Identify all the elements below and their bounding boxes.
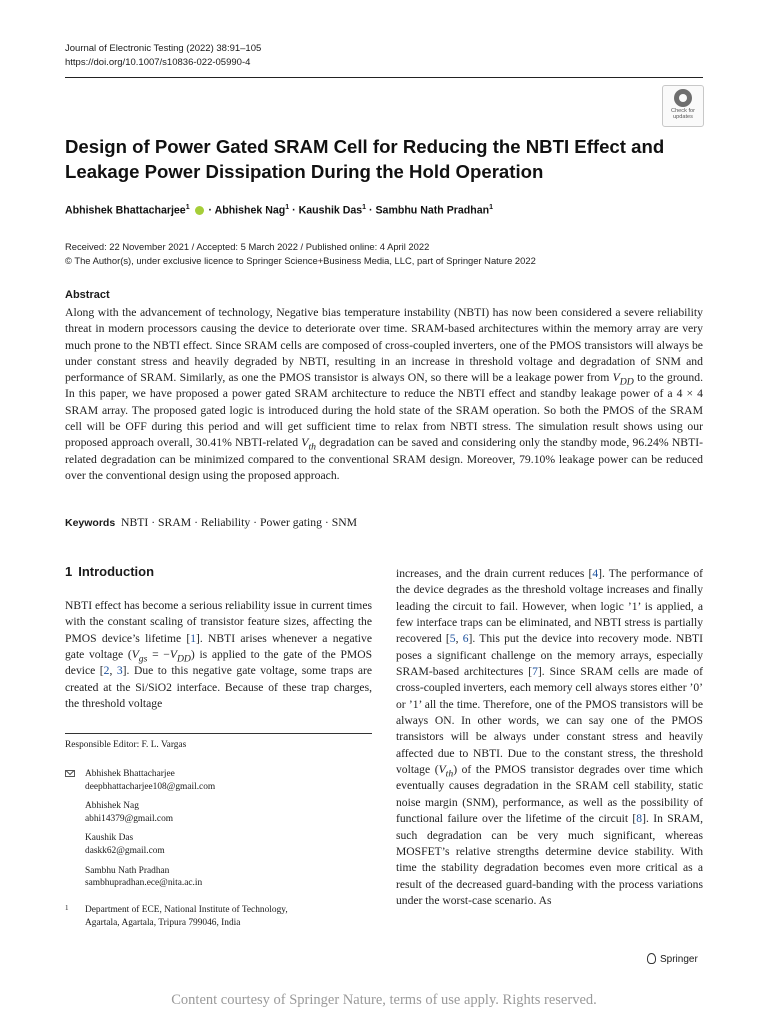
affiliation-line: Department of ECE, National Institute of Technology, xyxy=(85,905,288,915)
body-text: ) is applied to the gate of the PMOS device [ xyxy=(65,648,373,678)
affiliation-number: 1 xyxy=(65,904,69,912)
journal-citation: Journal of Electronic Testing (2022) 38:91–105 xyxy=(65,43,262,54)
body-text: , xyxy=(455,632,463,646)
math-subscript: gs xyxy=(138,653,148,665)
math-var: V xyxy=(169,648,177,662)
citation-link[interactable]: 8 xyxy=(636,812,643,826)
author-list: Abhishek Bhattacharjee$^1$ · Abhishek Nag$^1$ · Kaushik Das$^1$ · Sambhu Nath Pradhan$^1$ xyxy=(65,204,493,217)
contact-name: Abhishek Nag xyxy=(85,801,139,812)
citation-link[interactable]: 2 xyxy=(103,664,110,678)
check-updates-icon xyxy=(674,89,692,107)
contact-email[interactable]: abhi14379@gmail.com xyxy=(85,813,174,824)
body-text: ]. Since SRAM cells are made of cross-coupled inverters, each memory cell always stores either ’0’ or ’1’ all the time. Therefore, one of the PMOS transistors will be always ON. In other words, we can say one of the PMOS transistors will be always under constant stress and heavily affected due to NBTI. Due to the constant stress, the threshold voltage ( xyxy=(396,665,704,777)
contact-entry xyxy=(65,768,372,793)
contact-entry xyxy=(65,832,372,857)
intro-right-column xyxy=(396,566,703,909)
journal-header xyxy=(65,42,261,70)
publication-dates: Received: 22 November 2021 / Accepted: 5 March 2022 / Published online: 4 April 2022 xyxy=(65,241,430,252)
math-subscript: DD xyxy=(176,653,191,665)
journal-doi-link[interactable]: https://doi.org/10.1007/s10836-022-05990-4 xyxy=(65,57,251,68)
check-for-updates-badge[interactable] xyxy=(662,85,704,127)
body-text: ]. In SRAM, such degradation can be very much significant, whereas MOSFET’s relative strengths determine device stability. With time the stability degradation becomes even more critical as a result of the decreased guard-banding with the process variations under the worst-case scenario. As xyxy=(396,812,703,907)
affiliation-footnote xyxy=(65,904,372,930)
author-name[interactable]: Abhishek Nag xyxy=(214,204,286,217)
section-heading xyxy=(65,564,154,579)
body-text: ]. This put the device into recovery mode. NBTI poses a significant challenge on the memory arrays, especially SRAM-based architectures [ xyxy=(396,632,703,679)
body-text: NBTI effect has become a serious reliability issue in current times with the constant scaling of transistor feature sizes, affecting the PMOS device’s lifetime [ xyxy=(65,599,372,645)
abstract-text: Along with the advancement of technology, Negative bias temperature instability (NBTI) has now been considered a severe reliability threat in modern processors causing the device to deteriorate over time. SRAM-based architectures within the memory array are very much prone to the NBTI effect. Since SRAM cells are composed of cross-coupled inverters, one of the PMOS transistors will always be under constant stress and heavily degraded by NBTI, resulting in an increase in threshold voltage and degradation of SNM and performance of SRAM. Similarly, as one the PMOS transistor is always ON, so there will be a leakage power from xyxy=(65,306,703,385)
citation-link[interactable]: 1 xyxy=(190,631,197,645)
author-contacts xyxy=(65,768,372,897)
publication-info xyxy=(65,240,536,268)
math-subscript: th xyxy=(308,441,317,453)
responsible-editor: Responsible Editor: F. L. Vargas xyxy=(65,740,187,750)
orcid-icon[interactable] xyxy=(195,206,204,215)
envelope-icon xyxy=(65,770,75,777)
badge-line-2: updates xyxy=(673,114,693,120)
intro-left-column xyxy=(65,598,372,712)
citation-link[interactable]: 4 xyxy=(592,567,599,580)
springer-horse-icon xyxy=(647,953,656,964)
author-affiliation-mark: 1 xyxy=(362,204,367,211)
math-var: V xyxy=(612,371,620,385)
body-text: increases, and the drain current reduces [ xyxy=(396,567,593,580)
author-affiliation-mark: 1 xyxy=(489,204,493,211)
math-var: V xyxy=(438,763,446,777)
citation-link[interactable]: 5 xyxy=(449,632,456,646)
section-number: 1 xyxy=(65,564,73,579)
author-affiliation-mark: 1 xyxy=(185,204,190,211)
contact-email[interactable]: sambhupradhan.ece@nita.ac.in xyxy=(85,878,203,889)
contact-email[interactable]: daskk62@gmail.com xyxy=(85,845,165,856)
author-name[interactable]: Sambhu Nath Pradhan xyxy=(375,204,490,217)
publisher-name: Springer xyxy=(660,954,698,965)
math-subscript: th xyxy=(445,768,454,780)
contact-entry xyxy=(65,800,372,825)
body-text: ) of the PMOS transistor degrades over time which eventually causes degradation in the SRAM cell stability, static noise margin (SNM), performance, as well as the possibility of functional failure over the lifetime of the circuit [ xyxy=(396,763,703,826)
math-var: V xyxy=(301,436,309,450)
affiliation-line: Agartala, Agartala, Tripura 799046, India xyxy=(85,918,241,928)
footnote-rule xyxy=(65,733,372,734)
citation-link[interactable]: 6 xyxy=(462,632,469,646)
body-text: ]. NBTI arises whenever a negative gate voltage ( xyxy=(65,631,372,662)
badge-line-1: Check for xyxy=(671,108,695,114)
body-text: , xyxy=(109,664,117,678)
body-text: ]. The performance of the device degrades as the threshold voltage increases and finally leading the circuit to fail. However, when logic ’1’ is applied, a few interface traps can be eliminated, and NBTI stress is partially recovered [ xyxy=(396,567,703,646)
header-rule xyxy=(65,77,703,78)
abstract-body xyxy=(65,305,703,484)
publisher-mark xyxy=(647,953,698,965)
author-name[interactable]: Kaushik Das xyxy=(298,204,363,217)
citation-link[interactable]: 7 xyxy=(532,665,538,679)
courtesy-notice: Content courtesy of Springer Nature, terms of use apply. Rights reserved. xyxy=(171,992,597,1008)
abstract-heading: Abstract xyxy=(65,289,110,301)
copyright-notice: © The Author(s), under exclusive licence to Springer Science+Business Media, LLC, part of Springer Nature 2022 xyxy=(65,255,536,266)
abstract-text: to the ground. In this paper, we have proposed a power gated SRAM architecture to reduce the NBTI effect and standby leakage power of a 4 × 4 SRAM array. The proposed gated logic is introduced during the hold state of the SRAM operation. So both the PMOS of the SRAM cell will be OFF during this period and will get sufficient time to relax from NBTI stress. The simulation result shows using our proposed approach overall, 30.41% NBTI-related xyxy=(65,371,704,450)
citation-link[interactable]: 3 xyxy=(116,664,123,678)
author-affiliation-mark: 1 xyxy=(285,204,290,211)
body-text: ]. Due to this negative gate voltage, some traps are created at the Si/SiO2 interface. Because of these trap charges, the threshold voltage xyxy=(65,664,373,711)
math-var: V xyxy=(131,648,139,662)
contact-email[interactable]: deepbhattacharjee108@gmail.com xyxy=(85,781,216,792)
article-title: Design of Power Gated SRAM Cell for Reducing the NBTI Effect and Leakage Power Dissipation During the Hold Operation xyxy=(65,136,665,182)
keywords-list: NBTI · SRAM · Reliability · Power gating · SNM xyxy=(121,516,358,529)
contact-name: Sambhu Nath Pradhan xyxy=(85,865,170,876)
keywords-heading: Keywords xyxy=(65,517,116,529)
contact-entry xyxy=(65,865,372,890)
keywords xyxy=(65,516,357,529)
math-operator: = − xyxy=(147,648,170,662)
section-title: Introduction xyxy=(78,564,155,579)
contact-name: Abhishek Bhattacharjee xyxy=(85,769,175,779)
math-subscript: DD xyxy=(619,376,634,388)
author-name[interactable]: Abhishek Bhattacharjee xyxy=(65,204,186,217)
contact-name: Kaushik Das xyxy=(85,833,134,844)
abstract-text: degradation can be saved and considering only the standby mode, 96.24% NBTI-related degradation can be minimized compared to the conventional SRAM design. Moreover, 79.10% leakage power can be reduced over the conventional design using the proposed approach. xyxy=(65,436,703,482)
